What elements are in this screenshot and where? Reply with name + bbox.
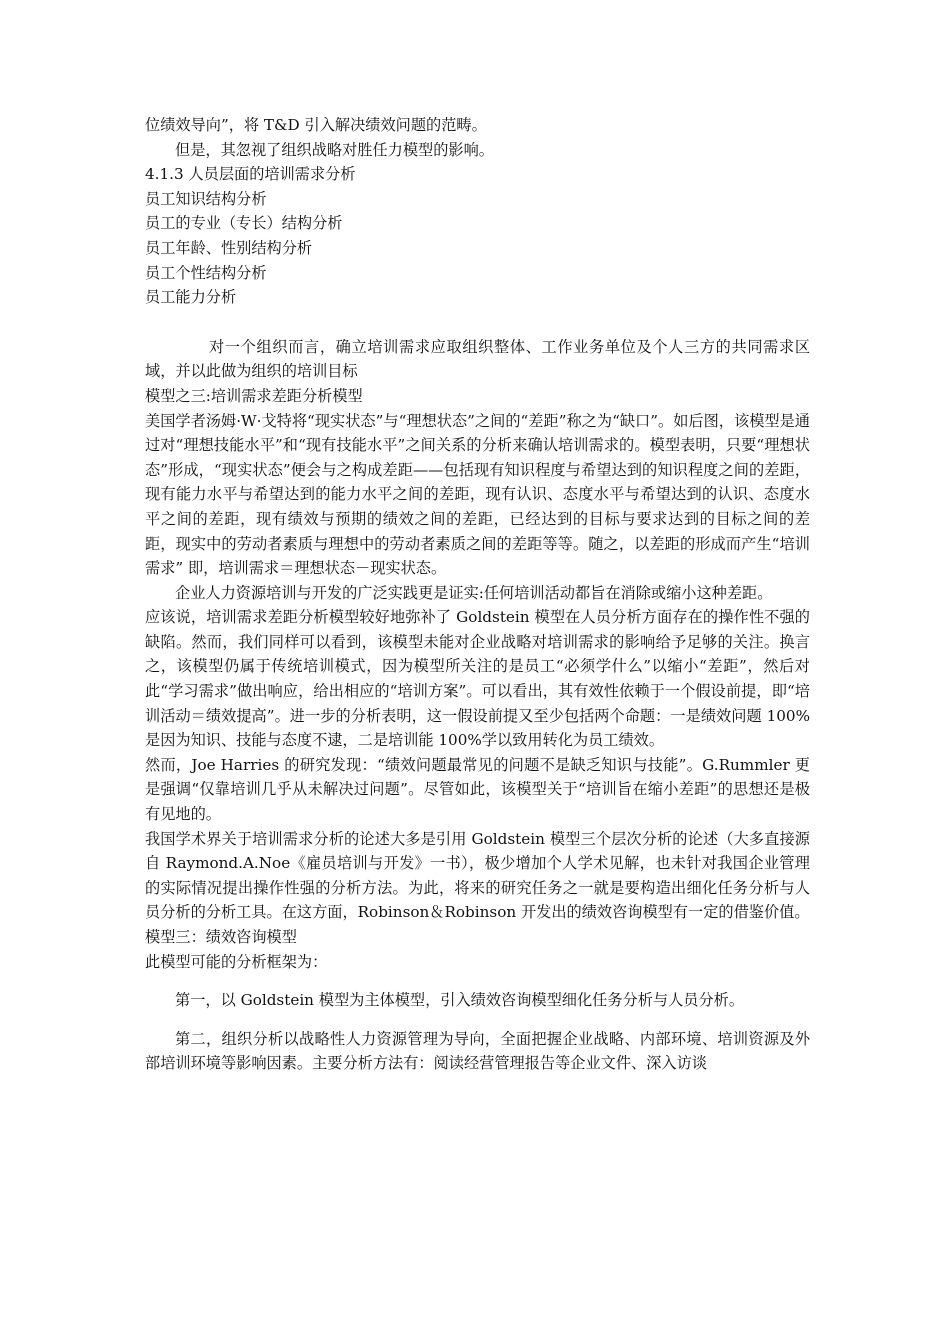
list-item: 员工年龄、性别结构分析 [145,238,313,257]
spacer [145,974,810,988]
paragraph: 然而，Joe Harries 的研究发现：“绩效问题最常见的问题不是缺乏知识与技能”。G.Rummler 更是强调“仅靠培训几乎从未解决过问题”。尽管如此，该模型关于“培训旨在缩小差距”的思想还是极有见地的。 [145,755,810,824]
section-heading: 模型之三:培训需求差距分析模型 [145,386,363,405]
paragraph: 我国学术界关于培训需求分析的论述大多是引用 Goldstein 模型三个层次分析的论述（大多直接源自 Raymond.A.Noe《雇员培训与开发》一书），极少增加个人学术见解，也未针对我国企业管理的实际情况提出操作性强的分析方法。为此，将来的研究任务之一就是要构造出细化任务分析与人员分析的分析工具。在这方面，Robinson＆Robinson 开发出的绩效咨询模型有一定的借鉴价值。 [145,829,810,922]
section-heading: 模型三：绩效咨询模型 [145,928,297,946]
paragraph: 应该说，培训需求差距分析模型较好地弥补了 Goldstein 模型在人员分析方面存在的操作性不强的缺陷。然而，我们同样可以看到，该模型未能对企业战略对培训需求的影响给予足够的关注。换言之，该模型仍属于传统培训模式，因为模型所关注的是员工“必须学什么”以缩小“差距”，然后对此“学习需求”做出响应，给出相应的“培训方案”。可以看出，其有效性依赖于一个假设前提，即“培训活动＝绩效提高”。进一步的分析表明，这一假设前提又至少包括两个命题：一是绩效问题 100%是因为知识、技能与态度不逮，二是培训能 100%学以致用转化为员工绩效。 [145,608,810,750]
paragraph: 但是，其忽视了组织战略对胜任力模型的影响。 [175,140,494,159]
paragraph: 第二，组织分析以战略性人力资源管理为导向，全面把握企业战略、内部环境、培训资源及外部培训环境等影响因素。主要分析方法有：阅读经营管理报告等企业文件、深入访谈 [145,1029,810,1073]
list-item: 员工能力分析 [145,288,237,307]
spacer [145,1013,810,1027]
list-item: 员工个性结构分析 [145,263,267,282]
list-item: 员工的专业（专长）结构分析 [145,214,343,233]
paragraph: 第一，以 Goldstein 模型为主体模型，引入绩效咨询模型细化任务分析与人员分析。 [175,991,745,1010]
paragraph: 位绩效导向”，将 T&D 引入解决绩效问题的范畴。 [145,116,487,134]
spacer [145,310,810,335]
list-item: 员工知识结构分析 [145,189,267,208]
paragraph: 美国学者汤姆·W·戈特将“现实状态”与“理想状态”之间的“差距”称之为“缺口”。如后图，该模型是通过对“理想技能水平”和“现有技能水平”之间关系的分析来确认培训需求的。模型表明，只要“理想状态”形成，“现实状态”便会与之构成差距——包括现有知识程度与希望达到的知识程度之间的差距，现有能力水平与希望达到的能力水平之间的差距，现有认识、态度水平与希望达到的认识、态度水平之间的差距，现有绩效与预期的绩效之间的差距，已经达到的目标与要求达到的目标之间的差距，现实中的劳动者素质与理想中的劳动者素质之间的差距等等。随之，以差距的形成而产生“培训需求” 即，培训需求＝理想状态－现实状态。 [145,411,810,578]
section-heading: 4.1.3 人员层面的培训需求分析 [145,165,356,184]
document-body [145,113,810,1076]
paragraph: 企业人力资源培训与开发的广泛实践更是证实:任何培训活动都旨在消除或缩小这种差距。 [175,583,773,602]
paragraph: 对一个组织而言，确立培训需求应取组织整体、工作业务单位及个人三方的共同需求区域，并以此做为组织的培训目标 [145,337,810,381]
paragraph: 此模型可能的分析框架为： [145,952,328,971]
